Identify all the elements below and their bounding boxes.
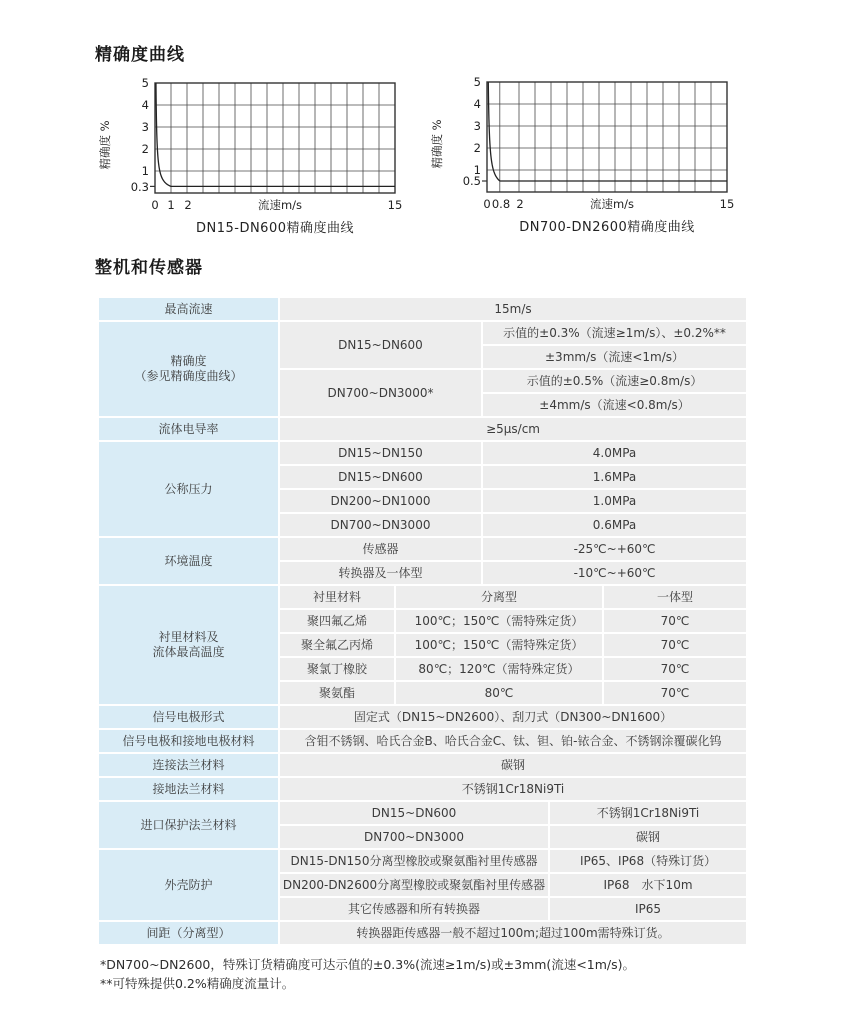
- table-row: [99, 730, 746, 752]
- spec-table: [97, 296, 748, 946]
- cell-range: 转换器及一体型: [280, 562, 481, 584]
- cell-value: ±3mm/s（流速<1m/s）: [483, 346, 746, 368]
- x-tick: 2: [516, 197, 524, 211]
- x-tick: 2: [184, 198, 192, 212]
- x-tick: 0.8: [491, 197, 511, 211]
- table-row: [99, 322, 746, 344]
- y-tick: 4: [141, 98, 149, 112]
- cell-value: 15m/s: [280, 298, 746, 320]
- row-label: 信号电极和接地电极材料: [99, 730, 278, 752]
- cell-value: IP65、IP68（特殊订货）: [550, 850, 746, 872]
- cell-header: 分离型: [396, 586, 602, 608]
- accuracy-curve: [488, 82, 727, 181]
- section-title-accuracy-curves: 精确度曲线: [95, 45, 185, 65]
- cell-range: DN15~DN150: [280, 442, 481, 464]
- row-label: 流体电导率: [99, 418, 278, 440]
- row-label: 信号电极形式: [99, 706, 278, 728]
- label-line: 精确度: [170, 354, 207, 368]
- cell-value: 示值的±0.3%（流速≥1m/s）、±0.2%**: [483, 322, 746, 344]
- cell-value: IP68 水下10m: [550, 874, 746, 896]
- x-tick: 0: [483, 197, 491, 211]
- chart-1-grid: [150, 83, 395, 193]
- cell-value: IP65: [550, 898, 746, 920]
- cell-value: 4.0MPa: [483, 442, 746, 464]
- cell-header: 衬里材料: [280, 586, 394, 608]
- table-row: [99, 538, 746, 560]
- cell-range: DN200-DN2600分离型橡胶或聚氨酯衬里传感器: [280, 874, 548, 896]
- table-row: [99, 802, 746, 824]
- row-label: 间距（分离型）: [99, 922, 278, 944]
- x-tick: 0: [151, 198, 159, 212]
- cell-value: 碳钢: [280, 754, 746, 776]
- label-line: 流体最高温度: [152, 645, 225, 659]
- x-tick: 15: [719, 197, 735, 211]
- cell-value: -10℃~+60℃: [483, 562, 746, 584]
- table-row: [99, 778, 746, 800]
- cell-range: DN200~DN1000: [280, 490, 481, 512]
- chart-2-grid: [482, 82, 727, 192]
- x-axis-label: 流速m/s: [257, 198, 303, 212]
- row-label: [99, 586, 278, 704]
- table-row: [99, 922, 746, 944]
- cell-value: 70℃: [604, 634, 746, 656]
- cell-value: 80℃: [396, 682, 602, 704]
- y-tick: 5: [473, 75, 481, 89]
- cell-range: DN15~DN600: [280, 802, 548, 824]
- accuracy-chart-dn15-dn600: [95, 75, 407, 245]
- cell-value: 1.0MPa: [483, 490, 746, 512]
- cell-range: DN15~DN600: [280, 322, 481, 368]
- table-row: [99, 586, 746, 608]
- table-row: [99, 298, 746, 320]
- cell-material: 聚四氟乙烯: [280, 610, 394, 632]
- row-label: 公称压力: [99, 442, 278, 536]
- chart-2-caption: DN700-DN2600精确度曲线: [519, 220, 695, 235]
- cell-material: 聚氯丁橡胶: [280, 658, 394, 680]
- cell-range: DN15~DN600: [280, 466, 481, 488]
- y-tick: 5: [141, 76, 149, 90]
- y-tick: 3: [141, 120, 149, 134]
- cell-value: 含钼不锈钢、哈氏合金B、哈氏合金C、钛、钽、铂-铱合金、不锈钢涂覆碳化钨: [280, 730, 746, 752]
- row-label: 最高流速: [99, 298, 278, 320]
- cell-value: 固定式（DN15~DN2600）、刮刀式（DN300~DN1600）: [280, 706, 746, 728]
- y-tick: 4: [473, 97, 481, 111]
- cell-range: DN700~DN3000*: [280, 370, 481, 416]
- cell-value: 100℃；150℃（需特殊定货）: [396, 610, 602, 632]
- footnote-2: **可特殊提供0.2%精确度流量计。: [100, 976, 295, 992]
- table-row: [99, 754, 746, 776]
- cell-range: DN700~DN3000: [280, 514, 481, 536]
- cell-value: 碳钢: [550, 826, 746, 848]
- chart-1-caption: DN15-DN600精确度曲线: [195, 221, 355, 236]
- cell-value: ≥5μs/cm: [280, 418, 746, 440]
- y-axis-label: 精确度 %: [98, 120, 112, 170]
- label-line: 衬里材料及: [158, 630, 219, 644]
- cell-range: 传感器: [280, 538, 481, 560]
- cell-value: 70℃: [604, 682, 746, 704]
- y-axis-label: 精确度 %: [430, 119, 444, 169]
- cell-value: 100℃；150℃（需特殊定货）: [396, 634, 602, 656]
- cell-value: 示值的±0.5%（流速≥0.8m/s）: [483, 370, 746, 392]
- cell-value: 不锈钢1Cr18Ni9Ti: [280, 778, 746, 800]
- cell-material: 聚全氟乙丙烯: [280, 634, 394, 656]
- table-row: [99, 706, 746, 728]
- footnote-1: *DN700~DN2600，特殊订货精确度可达示值的±0.3%(流速≥1m/s)或±3mm(流速<1m/s)。: [100, 957, 636, 972]
- y-tick: 0.5: [462, 174, 481, 188]
- x-axis-label: 流速m/s: [589, 197, 635, 211]
- table-row: [99, 442, 746, 464]
- cell-material: 聚氨酯: [280, 682, 394, 704]
- x-tick: 15: [387, 198, 403, 212]
- cell-range: DN700~DN3000: [280, 826, 548, 848]
- cell-value: 70℃: [604, 658, 746, 680]
- footnotes: [100, 955, 635, 994]
- accuracy-chart-2-canvas: [427, 74, 739, 214]
- y-tick: 1: [473, 163, 481, 177]
- x-tick: 1: [167, 198, 175, 212]
- row-label: [99, 322, 278, 416]
- section-title-spec-table: 整机和传感器: [95, 258, 203, 278]
- accuracy-chart-1-canvas: [95, 75, 407, 215]
- cell-range: 其它传感器和所有转换器: [280, 898, 548, 920]
- y-tick: 2: [473, 141, 481, 155]
- cell-value: 1.6MPa: [483, 466, 746, 488]
- cell-value: ±4mm/s（流速<0.8m/s）: [483, 394, 746, 416]
- label-line: （参见精确度曲线）: [134, 369, 243, 383]
- row-label: 环境温度: [99, 538, 278, 584]
- y-tick: 2: [141, 142, 149, 156]
- row-label: 接地法兰材料: [99, 778, 278, 800]
- cell-value: -25℃~+60℃: [483, 538, 746, 560]
- row-label: 连接法兰材料: [99, 754, 278, 776]
- row-label: 进口保护法兰材料: [99, 802, 278, 848]
- cell-value: 0.6MPa: [483, 514, 746, 536]
- cell-value: 80℃；120℃（需特殊定货）: [396, 658, 602, 680]
- row-label: 外壳防护: [99, 850, 278, 920]
- cell-header: 一体型: [604, 586, 746, 608]
- y-tick: 3: [473, 119, 481, 133]
- accuracy-chart-dn700-dn2600: [427, 74, 739, 244]
- cell-value: 70℃: [604, 610, 746, 632]
- table-row: [99, 850, 746, 872]
- cell-range: DN15-DN150分离型橡胶或聚氨酯衬里传感器: [280, 850, 548, 872]
- cell-value: 不锈钢1Cr18Ni9Ti: [550, 802, 746, 824]
- y-tick: 1: [141, 164, 149, 178]
- table-row: [99, 418, 746, 440]
- y-tick: 0.3: [130, 180, 149, 194]
- cell-value: 转换器距传感器一般不超过100m;超过100m需特殊订货。: [280, 922, 746, 944]
